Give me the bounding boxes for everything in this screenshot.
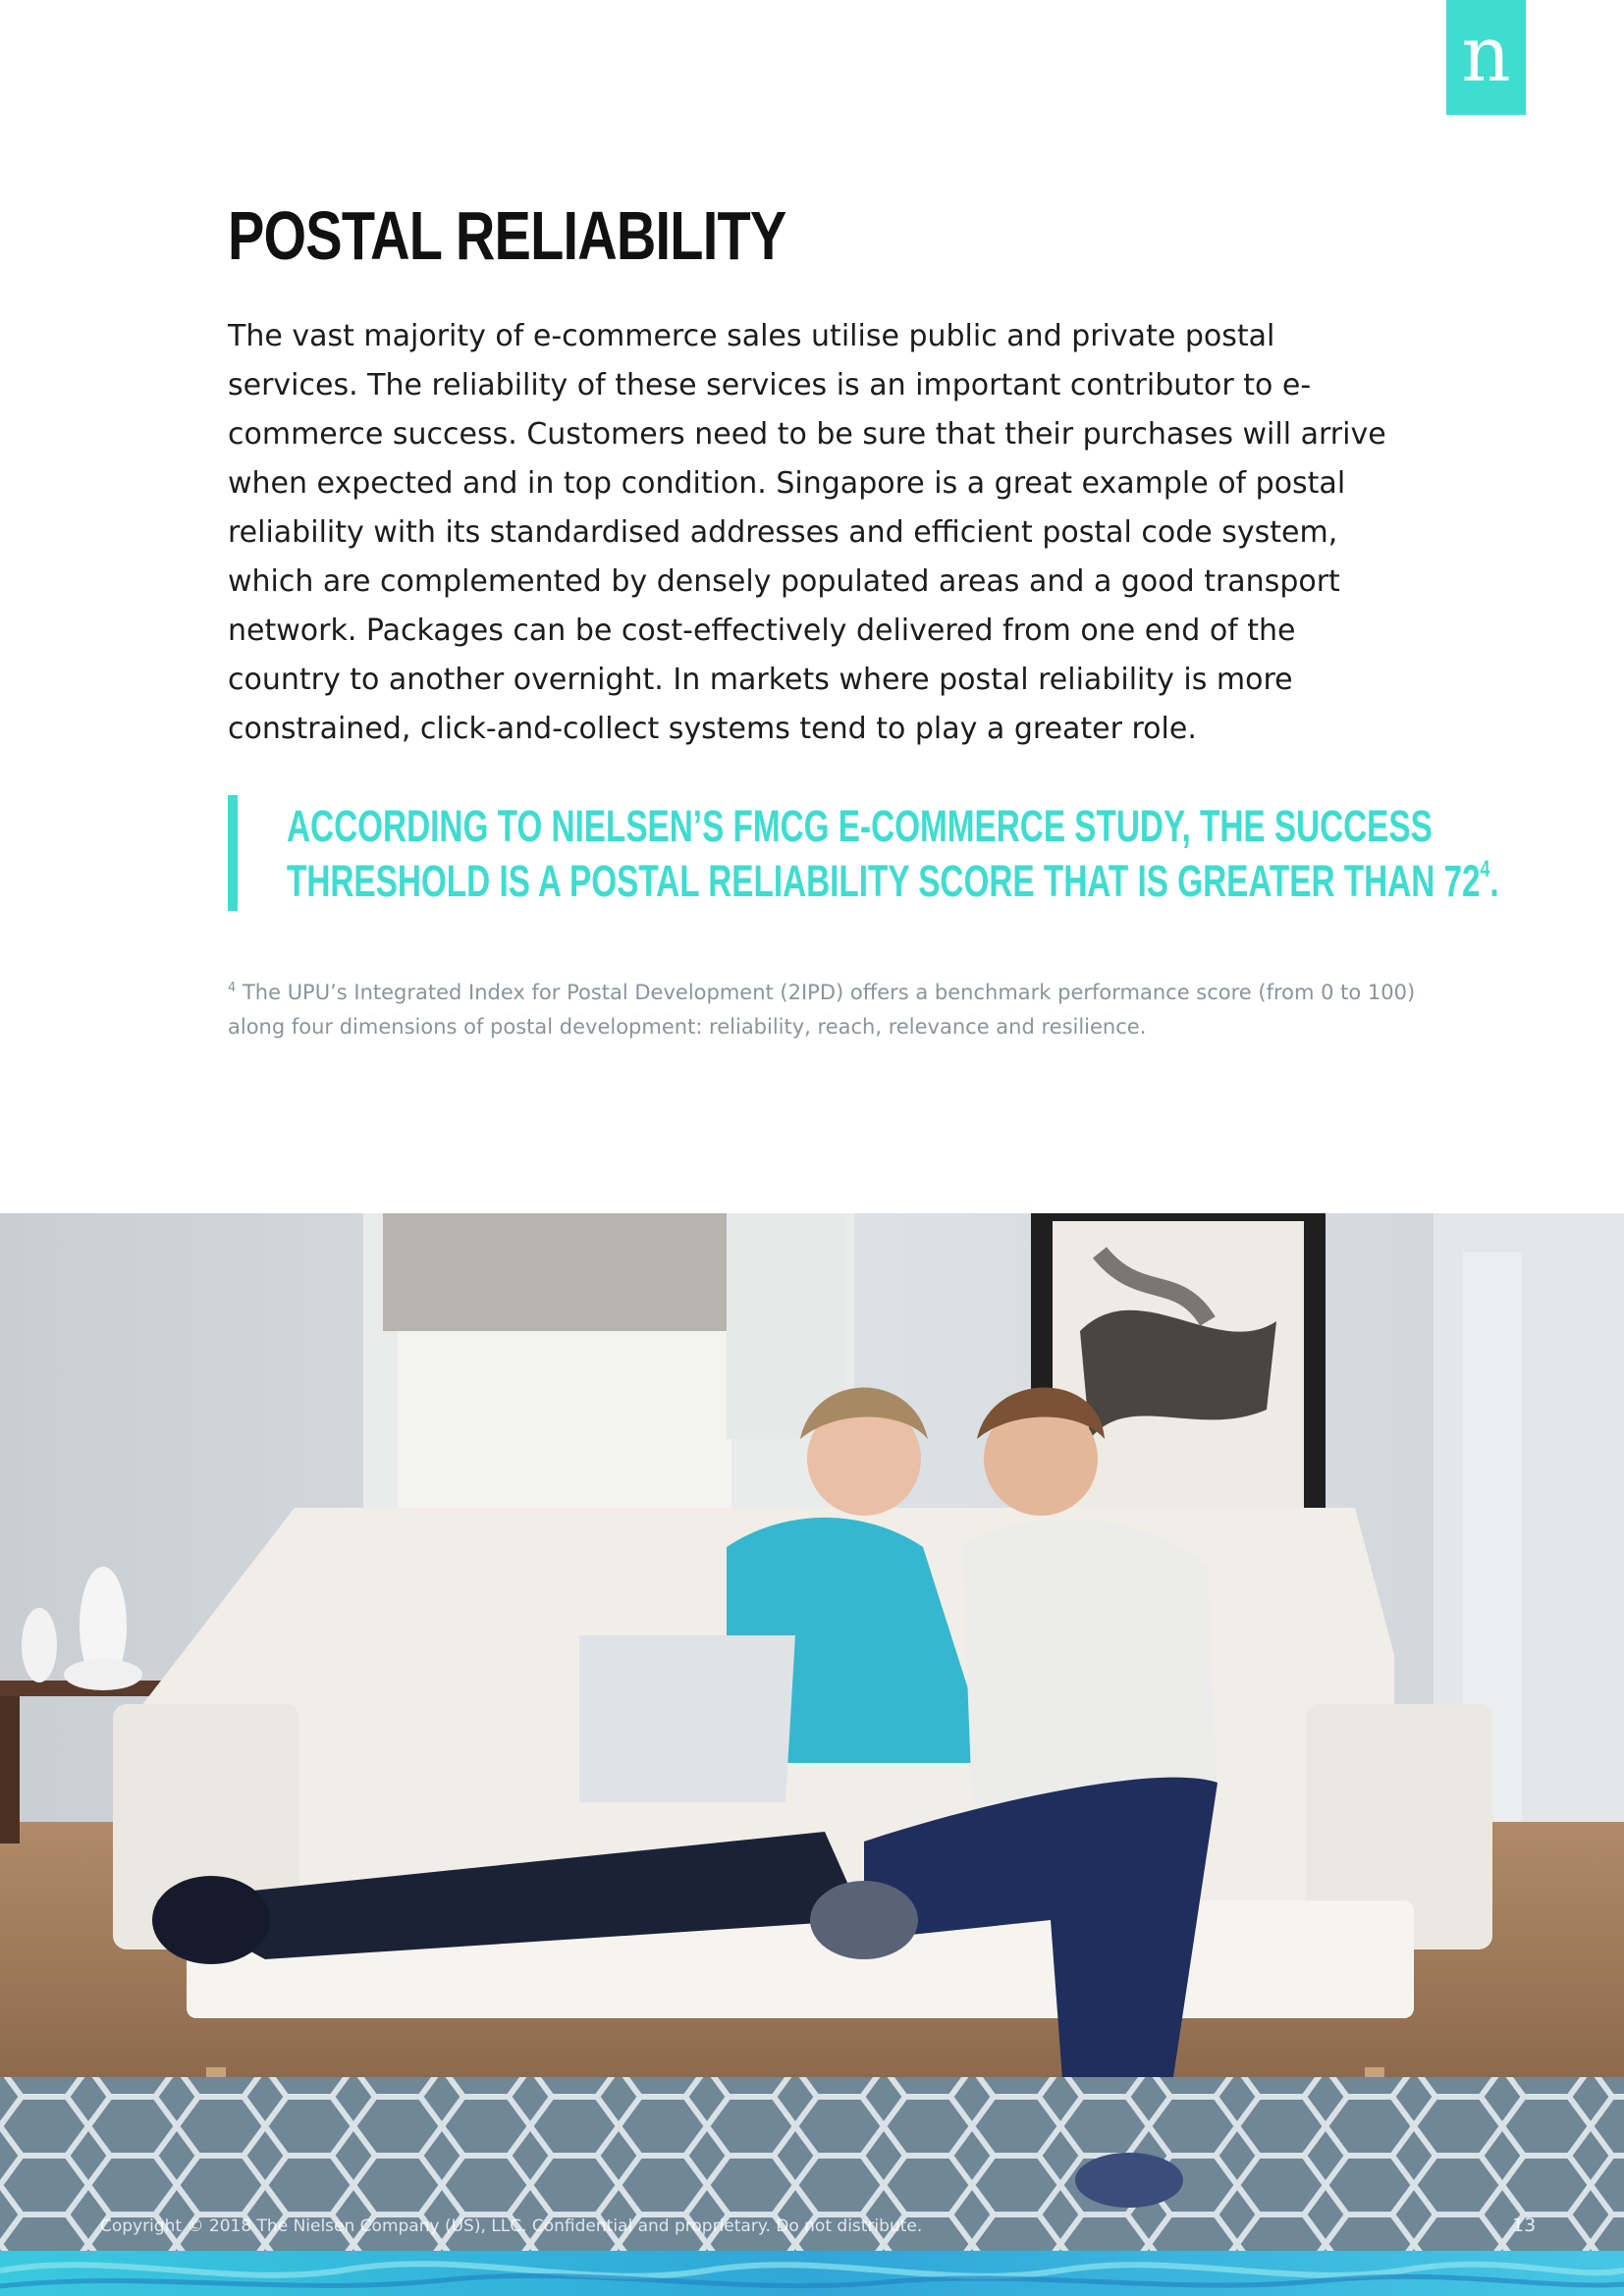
- copyright-notice: Copyright © 2018 The Nielsen Company (US), LLC. Confidential and proprietary. Do not distribute.: [100, 2216, 923, 2236]
- page-number: 13: [1512, 2215, 1537, 2236]
- logo-letter: n: [1461, 10, 1511, 99]
- pull-quote-footnote-marker: 4: [1480, 856, 1490, 882]
- page-title: POSTAL RELIABILITY: [228, 197, 786, 274]
- footnote: [228, 976, 1465, 1044]
- pull-quote: [287, 799, 1499, 909]
- body-paragraph: The vast majority of e-commerce sales utilise public and private postal services. The reliability of these services is an important contributor to e-commerce success. Customers need to be sure that their purchases will arrive when expected and in top condition. Singapore is a great example of postal reliability with its standardised addresses and efficient postal code system, which are complemented by densely populated areas and a good transport network. Packages can be cost-effectively delivered from one end of the country to another overnight. In markets where postal reliability is more constrained, click-and-collect systems tend to play a greater role.: [228, 319, 1386, 746]
- pull-quote-line-1: ACCORDING TO NIELSEN’S FMCG E-COMMERCE STUDY, THE SUCCESS: [287, 801, 1433, 851]
- footnote-text: The UPU’s Integrated Index for Postal Development (2IPD) offers a benchmark performance score (from 0 to 100) along four dimensions of postal development: reliability, reach, relevance and resilience.: [228, 981, 1416, 1039]
- pull-quote-line-2: THRESHOLD IS A POSTAL RELIABILITY SCORE THAT IS GREATER THAN 72: [287, 856, 1481, 906]
- pull-quote-end: .: [1489, 856, 1499, 906]
- quote-accent-bar: [228, 795, 238, 911]
- couple-on-sofa-photo: [0, 1213, 1624, 2251]
- nielsen-logo: [1446, 0, 1526, 115]
- footnote-marker: 4: [228, 981, 237, 995]
- decorative-bottom-band: [0, 2251, 1624, 2296]
